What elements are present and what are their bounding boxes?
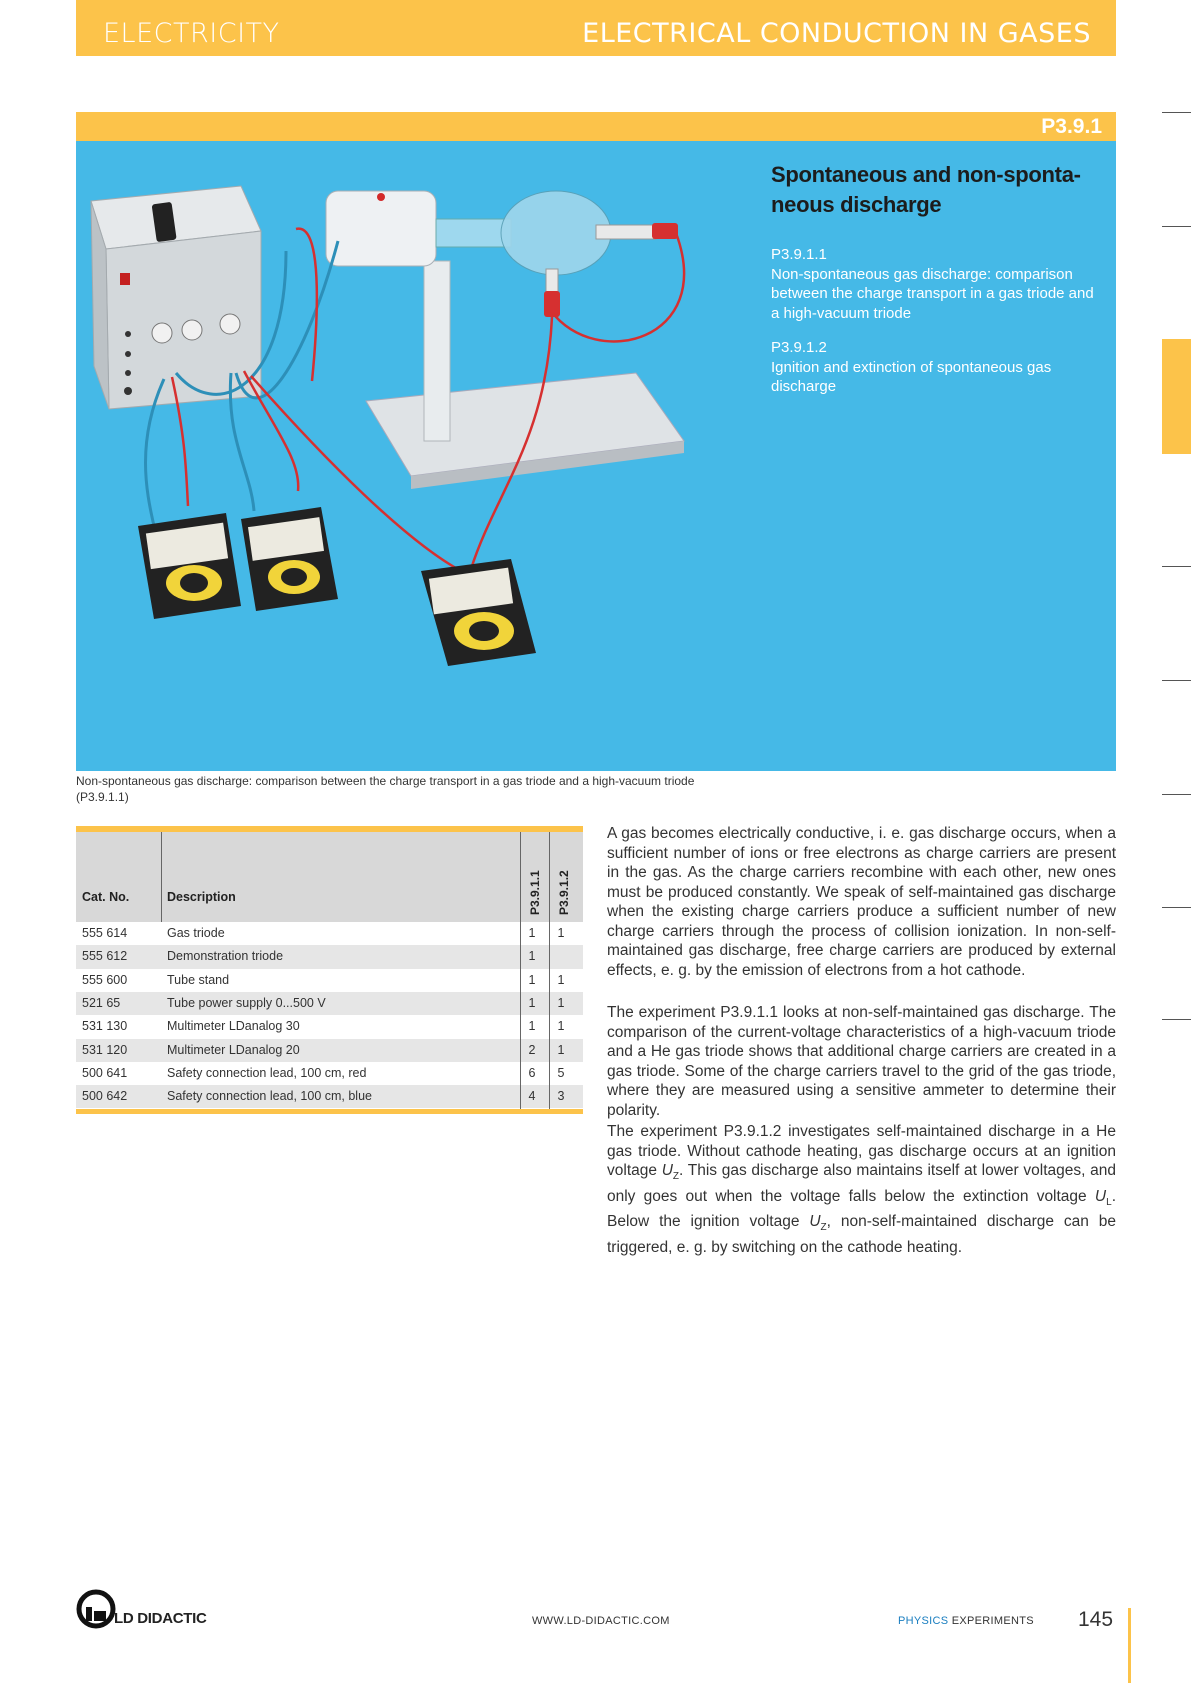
col-header-cat: Cat. No.: [82, 890, 130, 904]
col-header-desc: Description: [167, 890, 236, 904]
table-row: 555 612 Demonstration triode 1: [76, 945, 583, 968]
multimeter-3: [421, 559, 536, 666]
col-header-exp2: P3.9.1.2: [557, 870, 571, 915]
body-paragraph-2: The experiment P3.9.1.1 looks at non-self-maintained gas discharge. The comparison of the current-voltage characteristics of a high-vacuum triode and a He gas triode shows that additional charge carriers are created in a gas triode. Some of the charge carriers travel to the grid of the gas triode, where they are measured using a sensitive ammeter to determine their polarity.: [607, 1004, 1116, 1119]
experiment-item-1: [771, 245, 1101, 323]
side-tick: [1162, 566, 1191, 567]
footer-series: PHYSICS EXPERIMENTS: [898, 1615, 1034, 1627]
page-header: [76, 0, 1116, 56]
page-number: 145: [1078, 1608, 1114, 1631]
table-row: 531 130 Multimeter LDanalog 30 1 1: [82, 1019, 565, 1034]
table-row: 521 65 Tube power supply 0...500 V 1 1: [76, 992, 583, 1015]
table-header: [76, 832, 583, 922]
apparatus-panel: [76, 141, 1116, 771]
multimeter-2: [241, 507, 338, 611]
experiment-description: Ignition and extinction of spontaneous gas discharge: [771, 358, 1052, 395]
side-tick: [1162, 680, 1191, 681]
side-tick: [1162, 226, 1191, 227]
side-tick: [1162, 1019, 1191, 1020]
table-row: 500 642 Safety connection lead, 100 cm, blue 4 3: [76, 1085, 583, 1108]
body-paragraph-1: A gas becomes electrically conductive, i. e. gas discharge occurs, when a sufficient number of ions or free electrons as charge carriers are present in the gas. As the charge carriers recombine with each other, new ones must be produced constantly. We speak of self-maintained gas discharge when the existing charge carriers produce a sufficient number of new charge carriers through the process of collision ionization. In non-self-maintained gas discharge, free charge carriers are produced by external effects, e. g. by the emission of electrons from a hot cathode.: [607, 825, 1116, 979]
table-divider: [161, 832, 162, 922]
side-tick: [1162, 112, 1191, 113]
table-divider: [549, 832, 550, 1109]
table-row: 500 641 Safety connection lead, 100 cm, red 6 5: [82, 1065, 565, 1080]
side-tick: [1162, 794, 1191, 795]
figure-caption: Non-spontaneous gas discharge: comparison between the charge transport in a gas triode and a high-vacuum triode (P3.9.1.1): [76, 774, 695, 804]
tube-stand-pole: [424, 261, 450, 441]
table-row: 555 614 Gas triode 1 1: [82, 926, 565, 940]
website-link[interactable]: WWW.LD-DIDACTIC.COM: [532, 1615, 670, 1627]
section-code: P3.9.1: [1041, 115, 1102, 138]
page-marker: [1128, 1608, 1131, 1683]
header-topic: ELECTRICAL CONDUCTION IN GASES: [582, 18, 1091, 49]
glass-tube-neck: [436, 219, 511, 247]
experiment-code: P3.9.1.2: [771, 339, 827, 356]
side-tab-active: [1162, 339, 1191, 454]
experiment-title: Spontaneous and non-sponta-neous discharge: [771, 162, 1081, 217]
ld-logo-icon: [76, 1589, 116, 1629]
brand-name: LD DIDACTIC: [114, 1610, 207, 1627]
side-tick: [1162, 907, 1191, 908]
gas-triode-bulb: [501, 191, 611, 275]
experiment-description: Non-spontaneous gas discharge: comparison between the charge transport in a gas triode and a high-vacuum triode: [771, 265, 1094, 322]
experiment-code: P3.9.1.1: [771, 246, 827, 263]
multimeter-1: [138, 513, 241, 619]
apparatus-illustration: [76, 141, 1116, 771]
header-chapter: ELECTRICITY: [103, 18, 280, 49]
col-header-exp1: P3.9.1.1: [528, 870, 542, 915]
section-bar: [76, 112, 1116, 141]
body-paragraph-3: The experiment P3.9.1.2 investigates self-maintained discharge in a He gas triode. Without cathode heating, gas discharge occurs at an ignition voltage $U_Z$. This gas discharge also maintains itself at lower voltages, and only goes out when the voltage falls below the extinction voltage $U_L$. Below the ignition voltage $U_Z$, non-self-maintained discharge can be triggered, e. g. by switching on the cathode heating.: [607, 1123, 1117, 1256]
table-bottom-rule: [76, 1109, 583, 1114]
tube-holder: [326, 191, 436, 266]
table-row: 531 120 Multimeter LDanalog 20 2 1: [76, 1039, 583, 1062]
tube-stand-base: [366, 373, 684, 476]
experiment-item-2: [771, 338, 1101, 397]
table-divider: [520, 832, 521, 1109]
table-row: 555 600 Tube stand 1 1: [82, 972, 565, 987]
